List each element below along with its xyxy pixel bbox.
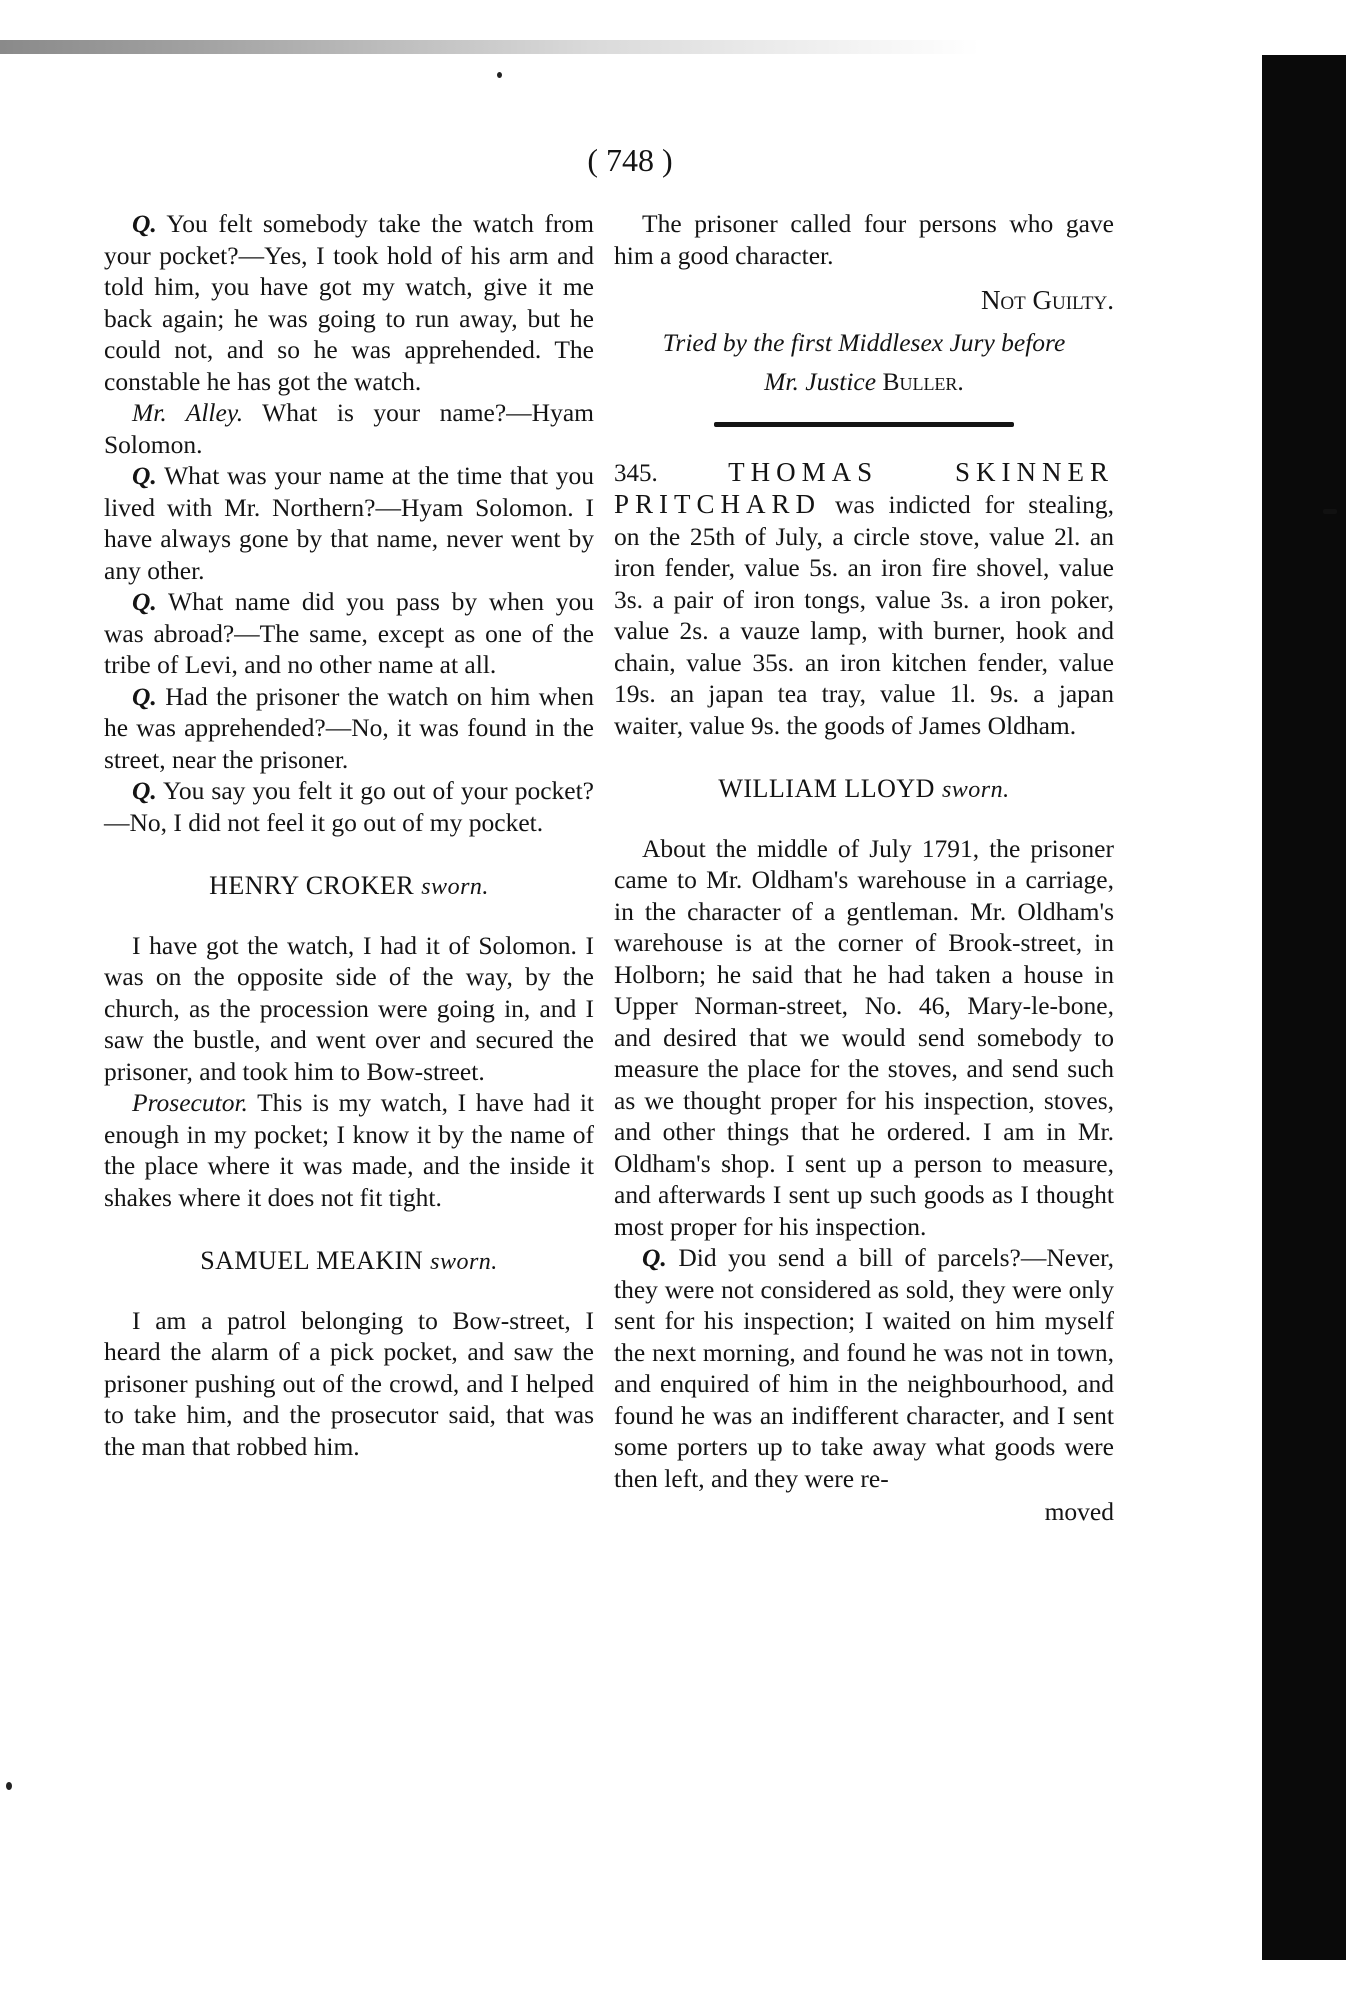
testimony-paragraph: Q. You felt somebody take the watch from your pocket?—Yes, I took hold of his arm and told him, you have got my watch, give it me back again; he was going to run away, but he could not, and so he was apprehended. The constable he has got the watch. [104,209,595,396]
question-mark-q: Q. [132,681,157,711]
question-mark-q: Q. [132,776,157,805]
left-column [104,208,594,1462]
testimony-paragraph: Q. What was your name at the time that you lived with Mr. Northern?—Hyam Solomon. I have always gone by that name, never went by any other. [104,461,594,585]
speaker-label: Mr. Alley. [132,398,244,427]
witness-heading: WILLIAM LLOYD sworn. [718,774,1010,803]
speaker-label: Prosecutor. [132,1088,248,1117]
character-witness-note: The prisoner called four persons who gave him a good character. [614,209,1114,270]
ink-speck [1323,509,1337,514]
defendant-name: THOMAS SKINNER PRITCHARD [614,456,1114,519]
witness-heading: SAMUEL MEAKIN sworn. [200,1246,498,1275]
testimony-paragraph: Q. Did you send a bill of parcels?—Never, they were not considered as sold, they were only sent for his inspection; I waited on him myself the next morning, and found he was not in town, and enquired of him in the neighbourhood, and found he was an indifferent character, and I sent some porters up to take away what goods were then left, and they were re- [614,1243,1114,1493]
testimony-paragraph: Q. What name did you pass by when you was abroad?—The same, except as one of the tribe of Levi, and no other name at all. [104,587,594,679]
testimony-paragraph: Q. You say you felt it go out of your pocket?—No, I did not feel it go out of my pocket. [104,776,594,837]
testimony-paragraph: I have got the watch, I had it of Solomon. I was on the opposite side of the way, by the church, as the procession were going in, and I saw the bustle, and went over and secured the prisoner, and took him to Bow-street. [104,930,594,1086]
verdict: Not Guilty. [980,285,1114,315]
section-divider [714,422,1014,427]
trial-note-judge: Mr. Justice Buller. [764,367,964,396]
testimony-paragraph: About the middle of July 1791, the prisoner came to Mr. Oldham's warehouse in a carriage, in the character of a gentleman. Mr. Oldham's warehouse is at the corner of Brook-street, in Holborn; he said that he had taken a house in Upper Norman-street, No. 46, Mary-le-bone, and desired that we would send somebody to measure the place for the stoves, and send such as we thought proper for his inspection, stoves, and other things that he ordered. I am in Mr. Oldham's shop. I sent up a person to measure, and afterwards I sent up such goods as I thought most proper for his inspection. [614,833,1114,1241]
testimony-paragraph: Prosecutor. This is my watch, I have had it enough in my pocket; I know it by the name of the place where it was made, and the inside it shakes where it does not fit tight. [104,1088,594,1212]
right-column [614,208,1114,1528]
testimony-paragraph: I am a patrol belonging to Bow-street, I heard the alarm of a pick pocket, and saw the prisoner pushing out of the crowd, and I helped to take him, and the prosecutor said, that was the man that robbed him. [104,1305,594,1461]
ink-speck [6,1782,12,1790]
catchword: moved [1044,1497,1114,1526]
question-mark-q: Q. [132,461,157,490]
witness-heading: HENRY CROKER sworn. [209,871,489,900]
case-indictment: 345. THOMAS SKINNER PRITCHARD was indicted for stealing, on the 25th of July, a circle stove, value 2l. an iron fender, value 5s. an iron fire shovel, value 3s. a pair of iron tongs, value 3s. a iron poker, value 2s. a vauze lamp, with burner, hook and chain, value 35s. an iron kitchen fender, value 19s. an japan tea tray, value 1l. 9s. a japan waiter, value 9s. the goods of James Oldham. [614,456,1114,740]
trial-note: Tried by the first Middlesex Jury before [662,327,1066,357]
question-mark-q: Q. [132,587,157,616]
page-number: ( 748 ) [587,142,673,178]
question-mark-q: Q. [132,209,157,238]
testimony-paragraph: Q. Had the prisoner the watch on him when he was apprehended?—No, it was found in the street, near the prisoner. [104,681,595,774]
case-number: 345. [614,459,658,487]
question-mark-q: Q. [642,1243,667,1272]
book-binding-edge [1262,55,1346,1960]
scan-edge-shadow [0,40,980,54]
testimony-paragraph: Mr. Alley. What is your name?—Hyam Solomon. [104,398,594,459]
ink-speck [497,72,502,78]
